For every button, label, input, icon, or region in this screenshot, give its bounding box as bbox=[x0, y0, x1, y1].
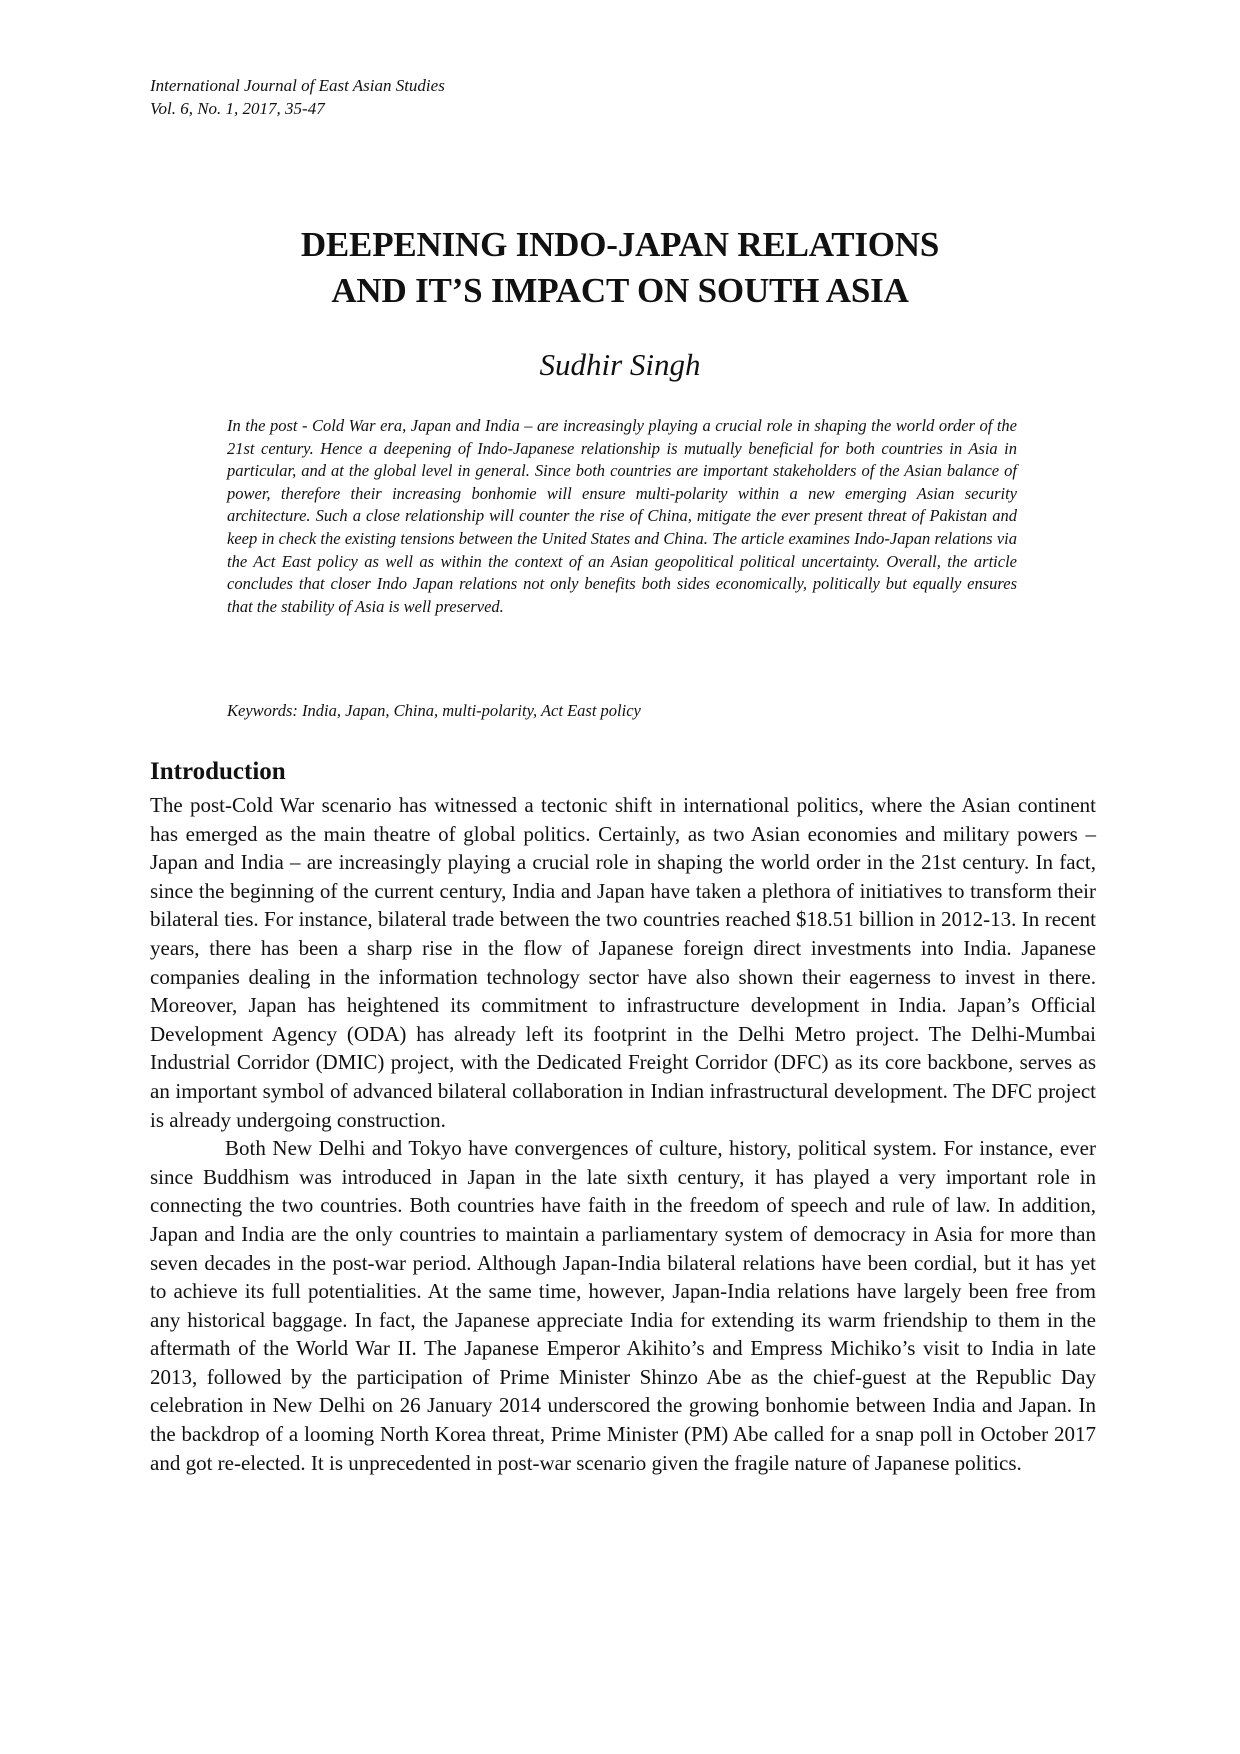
abstract-text: In the post - Cold War era, Japan and India – are increasingly playing a crucial role in shaping the world order of the 21st century. Hence a deepening of Indo-Japanese relationship is mutually beneficial for both countries in Asia in particular, and at the global level in general. Since both countries are important stakeholders of the Asian balance of power, therefore their increasing bonhomie will ensure multi-polarity within a new emerging Asian security architecture. Such a close relationship will counter the rise of China, mitigate the ever present threat of Pakistan and keep in check the existing tensions between the United States and China. The article examines Indo-Japan relations via the Act East policy as well as within the context of an Asian geopolitical political uncertainty. Overall, the article concludes that closer Indo Japan relations not only benefits both sides economically, politically but equally ensures that the stability of Asia is well preserved. bbox=[227, 416, 1017, 616]
introduction-body bbox=[150, 791, 1096, 1477]
running-head bbox=[150, 74, 445, 120]
article-title-line-2: AND IT’S IMPACT ON SOUTH ASIA bbox=[331, 271, 909, 310]
journal-name: International Journal of East Asian Studies bbox=[150, 76, 445, 95]
author-name: Sudhir Singh bbox=[539, 347, 701, 382]
journal-volume: Vol. 6, No. 1, 2017, 35-47 bbox=[150, 99, 325, 118]
keywords: Keywords: India, Japan, China, multi-polarity, Act East policy bbox=[227, 701, 641, 720]
body-paragraph: The post-Cold War scenario has witnessed a tectonic shift in international politics, where the Asian continent has emerged as the main theatre of global politics. Certainly, as two Asian economies and military powers –Japan and India – are increasingly playing a crucial role in shaping the world order in the 21st century. In fact, since the beginning of the current century, India and Japan have taken a plethora of initiatives to transform their bilateral ties. For instance, bilateral trade between the two countries reached $18.51 billion in 2012-13. In recent years, there has been a sharp rise in the flow of Japanese foreign direct investments into India. Japanese companies dealing in the information technology sector have also shown their eagerness to invest in there. Moreover, Japan has heightened its commitment to infrastructure development in India. Japan’s Official Development Agency (ODA) has already left its footprint in the Delhi Metro project. The Delhi-Mumbai Industrial Corridor (DMIC) project, with the Dedicated Freight Corridor (DFC) as its core backbone, serves as an important symbol of advanced bilateral collaboration in Indian infrastructural development. The DFC project is already undergoing construction. bbox=[150, 793, 1096, 1132]
article-title bbox=[150, 222, 1090, 314]
article-title-line-1: DEEPENING INDO-JAPAN RELATIONS bbox=[300, 225, 940, 264]
section-heading-introduction: Introduction bbox=[150, 758, 286, 785]
body-paragraph: Both New Delhi and Tokyo have convergences of culture, history, political system. For instance, ever since Buddhism was introduced in Japan in the late sixth century, it has played a very important role in connecting the two countries. Both countries have faith in the freedom of speech and rule of law. In addition, Japan and India are the only countries to maintain a parliamentary system of democracy in Asia for more than seven decades in the post-war period. Although Japan-India bilateral relations have been cordial, but it has yet to achieve its full potentialities. At the same time, however, Japan-India relations have largely been free from any historical baggage. In fact, the Japanese appreciate India for extending its warm friendship to them in the aftermath of the World War II. The Japanese Emperor Akihito’s and Empress Michiko’s visit to India in late 2013, followed by the participation of Prime Minister Shinzo Abe as the chief-guest at the Republic Day celebration in New Delhi on 26 January 2014 underscored the growing bonhomie between India and Japan. In the backdrop of a looming North Korea threat, Prime Minister (PM) Abe called for a snap poll in October 2017 and got re-elected. It is unprecedented in post-war scenario given the fragile nature of Japanese politics. bbox=[150, 1136, 1096, 1475]
abstract bbox=[227, 415, 1017, 618]
